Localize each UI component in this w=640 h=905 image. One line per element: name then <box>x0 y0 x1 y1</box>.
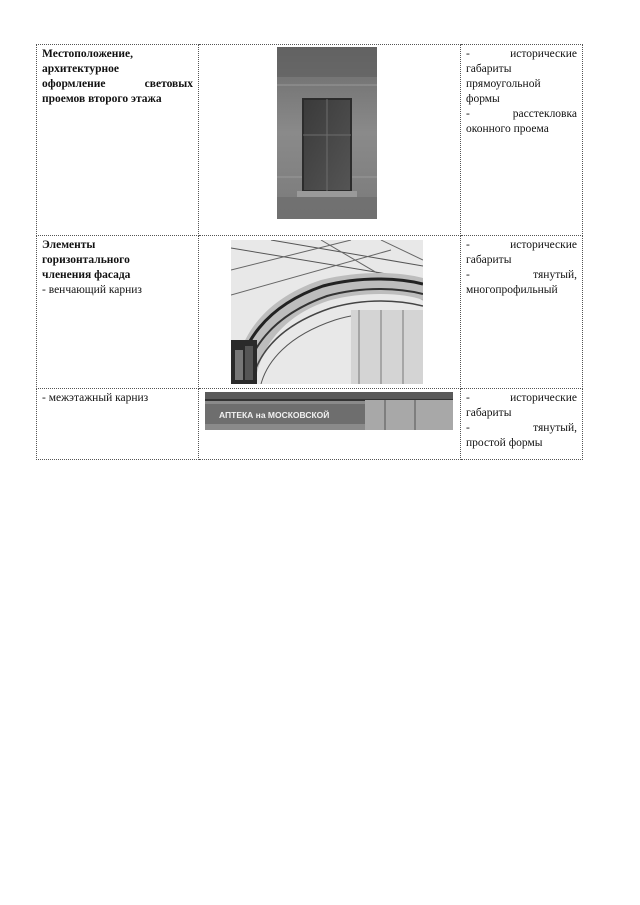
attribute-line: - исторические <box>466 392 577 404</box>
attribute-line: - тянутый, <box>466 422 577 434</box>
attribute-line: - тянутый, <box>466 269 577 281</box>
attribute-line: - исторические <box>466 239 577 251</box>
attribute-line: габариты <box>466 407 512 419</box>
shop-sign-text: АПТЕКА на МОСКОВСКОЙ <box>219 410 330 420</box>
element-title-line: проемов второго этажа <box>42 93 162 105</box>
element-title-line: горизонтального <box>42 254 130 266</box>
table-row <box>37 389 583 460</box>
element-cell <box>37 389 199 460</box>
element-subtitle: - венчающий карниз <box>42 284 142 296</box>
attribute-line: - исторические <box>466 48 577 60</box>
attribute-line: прямоугольной <box>466 78 541 90</box>
attributes-cell <box>461 45 583 236</box>
attribute-line: габариты <box>466 254 512 266</box>
photo-cell <box>199 45 461 236</box>
cornice-photo <box>231 240 423 384</box>
table-row <box>37 236 583 389</box>
attribute-line: - расстекловка <box>466 108 577 120</box>
element-title-line: Элементы <box>42 239 96 251</box>
attribute-line: простой формы <box>466 437 543 449</box>
heritage-elements-table <box>36 44 583 460</box>
element-title-line: оформление световых <box>42 78 193 90</box>
photo-cell <box>199 389 461 460</box>
table-row <box>37 45 583 236</box>
element-subtitle: - межэтажный карниз <box>42 392 149 404</box>
attribute-line: многопрофильный <box>466 284 558 296</box>
attribute-line: оконного проема <box>466 123 549 135</box>
interfloor-cornice-photo <box>205 392 453 430</box>
element-title-line: архитектурное <box>42 63 120 75</box>
attributes-cell <box>461 389 583 460</box>
attributes-cell <box>461 236 583 389</box>
element-title-line: членения фасада <box>42 269 131 281</box>
photo-cell <box>199 236 461 389</box>
attribute-line: габариты <box>466 63 512 75</box>
window-photo <box>277 47 377 219</box>
element-title-line: Местоположение, <box>42 48 133 60</box>
element-cell <box>37 236 199 389</box>
element-cell <box>37 45 199 236</box>
attribute-line: формы <box>466 93 500 105</box>
